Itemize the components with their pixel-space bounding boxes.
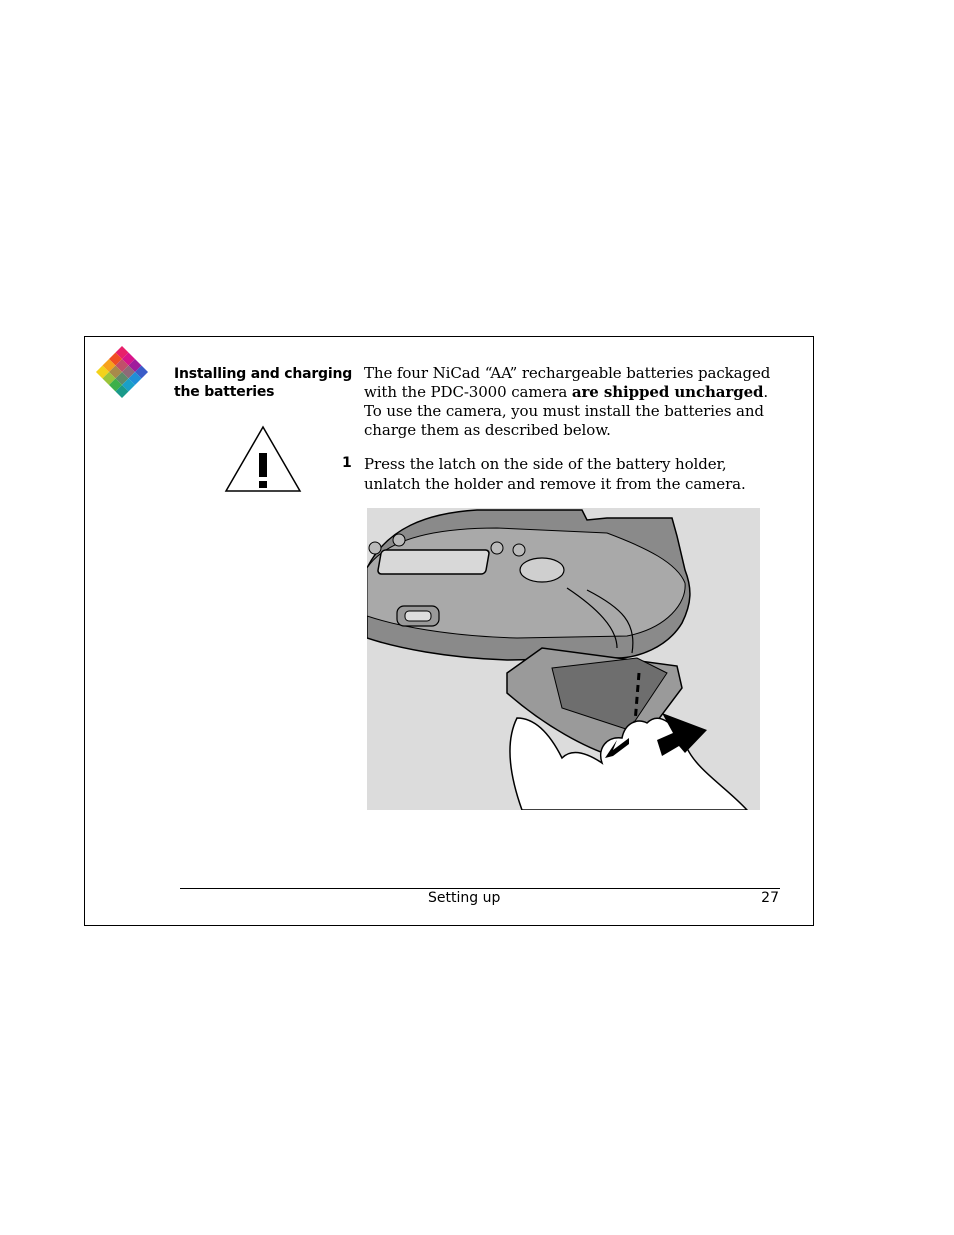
intro-bold-text: are shipped uncharged (571, 383, 764, 401)
polaroid-logo-icon (95, 346, 149, 400)
section-heading: Installing and charging the batteries (174, 366, 353, 400)
step-text: Press the latch on the side of the battery holder, unlatch the holder and remove it from the camera. (364, 455, 746, 493)
page-number: 27 (761, 890, 779, 906)
footer-section-label: Setting up (428, 890, 501, 906)
intro-text-1: The four NiCad “AA” rechargeable batteries packaged with the PDC-3000 camera (364, 364, 771, 401)
intro-paragraph (364, 364, 784, 440)
intro-text-2: . To use the camera, you must install the batteries and charge them as described below. (364, 383, 769, 439)
camera-battery-illustration (367, 508, 760, 810)
step-number: 1 (342, 455, 352, 471)
footer-rule (180, 888, 780, 889)
warning-triangle-icon (224, 425, 302, 493)
